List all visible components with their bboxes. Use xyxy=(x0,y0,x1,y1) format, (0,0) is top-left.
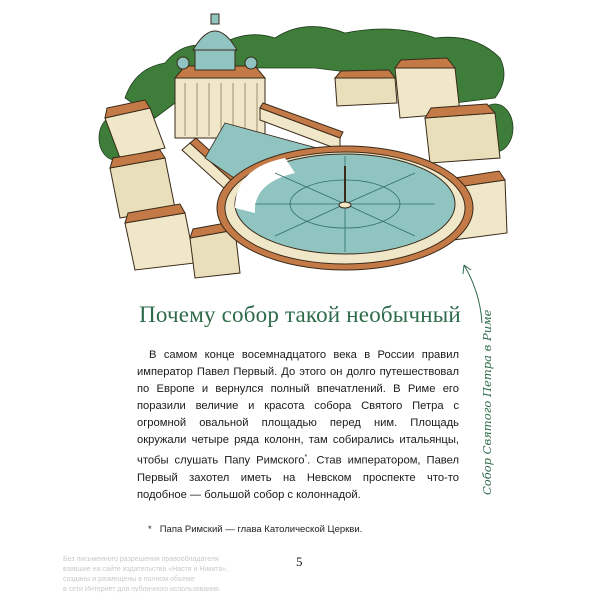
footnote-text: Папа Римский — глава Католической Церкви. xyxy=(159,524,363,535)
watermark-line: созданы и размещены в полном объеме xyxy=(63,576,195,583)
st-peters-square-illustration xyxy=(95,8,515,288)
chapter-heading: Почему собор такой необычный xyxy=(139,302,461,327)
copyright-watermark xyxy=(63,555,263,595)
watermark-line: в сети Интернет для публичного использования. xyxy=(63,586,221,593)
paragraph-text-part-2: . Став императором, Павел Первый захотел иметь на Невском проспекте что-то подобное — большой собор с колоннадой. xyxy=(137,454,459,501)
watermark-line: взявшие на сайте издательства «Настя и Никита», xyxy=(63,566,229,573)
paragraph-text-part-1: В самом конце восемнадцатого века в России правил император Павел Первый. До этого он долго путешествовал по Европе и вернулся полный впечатлений. В Риме его поразили величие и красота собора Святого Петра с огромной овальной площадью перед ним. Площадь окружали четыре ряда колонн, там собирались итальянцы, чтобы слушать Папу Римского xyxy=(137,349,459,467)
body-paragraph xyxy=(137,347,459,504)
footnote xyxy=(148,524,468,535)
footnote-mark: * xyxy=(148,524,152,535)
basilica xyxy=(175,14,265,138)
page-number: 5 xyxy=(296,554,303,569)
watermark-line: Без письменного разрешения правообладателя xyxy=(63,556,219,563)
footnote-reference: * xyxy=(304,454,308,461)
caption-text: Собор Святого Петра в Риме xyxy=(480,309,494,495)
